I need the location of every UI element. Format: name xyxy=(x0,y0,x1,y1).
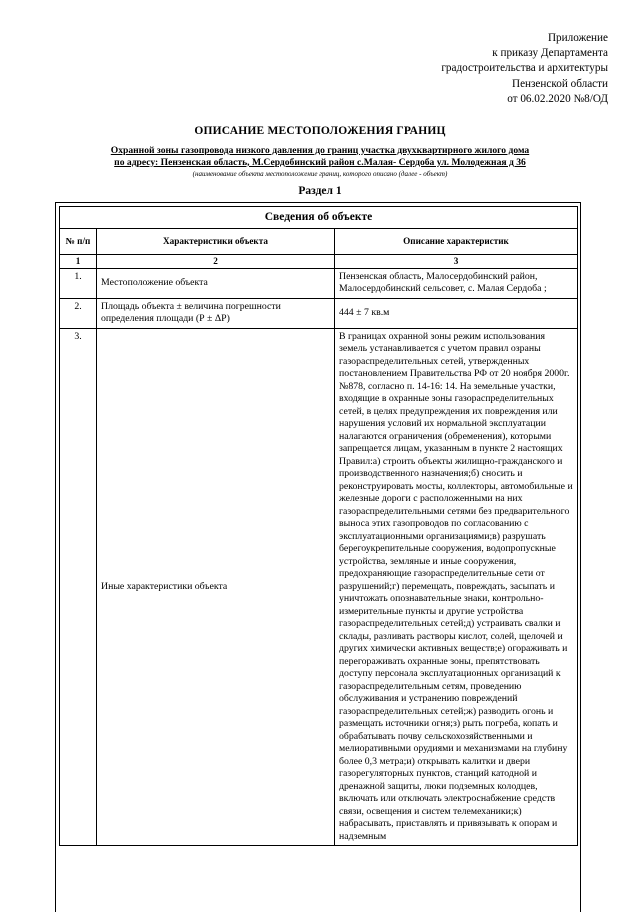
object-name-line-2: по адресу: Пензенская область, М.Сердобинский район с.Малая- Сердоба ул. Молодежная д 36 xyxy=(114,156,526,168)
table-caption: Сведения об объекте xyxy=(60,207,578,229)
row-num: 1. xyxy=(60,268,97,298)
object-info-table xyxy=(59,206,578,846)
appendix-line-4: Пензенской области xyxy=(511,77,608,90)
table-row xyxy=(60,298,578,328)
row-num: 3. xyxy=(60,328,97,846)
row-num: 2. xyxy=(60,298,97,328)
row-description: Пензенская область, Малосердобинский район, Малосердобинский сельсовет, с. Малая Сердоба ; xyxy=(335,268,578,298)
appendix-block xyxy=(441,31,608,107)
section-title: Раздел 1 xyxy=(298,185,342,197)
appendix-line-1: Приложение xyxy=(547,32,608,44)
row-characteristic: Иные характеристики объекта xyxy=(97,328,335,846)
row-description: 444 ± 7 кв.м xyxy=(335,298,578,328)
object-name-note: (наименование объекта местоположение границ, которого описано (далее - объект) xyxy=(192,170,448,178)
col-number-1: 1 xyxy=(60,255,97,269)
row-characteristic: Площадь объекта ± величина погрешности определения площади (Р ± ΔР) xyxy=(97,298,335,328)
row-description: В границах охранной зоны режим использования земель устанавливается с учетом правил озраны газораспределительных сетей, утвержденных постановлением Правительства РФ от 20 ноября 2000г. №878, согласно п. 14-16: 14. На земельные участки, входящие в охранные зоны газораспределительных сетей, в целях предупреждения их повреждения или нарушения условий их нормальной эксплуатации налагаются ограничения (обременения), которыми запрещается лицам, указанным в пункте 2 настоящих Правил:а) строить объекты жилищно-гражданского и производственного назначения;б) сносить и реконструировать мосты, коллекторы, автомобильные и железные дороги с расположенными на них газораспределительными сетями без предварительного выноса этих газопроводов по согласованию с эксплуатационными организациями;в) разрушать берегоукрепительные сооружения, водопропускные устройства, земляные и иные сооружения, предохраняющие газораспределительные сети от разрушений;г) перемещать, повреждать, засыпать и уничтожать опознавательные знаки, контрольно-измерительные пункты и другие устройства газораспределительных сетей;д) устраивать свалки и склады, разливать растворы кислот, солей, щелочей и других химически активных веществ;е) огораживать и перегораживать охранные зоны, препятствовать доступу персонала эксплуатационных организаций к газораспределительным сетям, проведению обслуживания и устранению повреждений газораспределительных сетей;ж) разводить огонь и размещать источники огня;з) рыть погреба, копать и обрабатывать почву сельскохозяйственными и мелиоративными орудиями и механизмами на глубину более 0,3 метра;и) открывать калитки и двери газорегуляторных пунктов, станций катодной и дренажной защиты, люки подземных колодцев, включать или отключать электроснабжение средств связи, освещения и систем телемеханики;к) набрасывать, приставлять и привязывать к опорам и надземным xyxy=(335,328,578,846)
header-characteristic: Характеристики объекта xyxy=(97,229,335,255)
appendix-line-2: к приказу Департамента xyxy=(492,47,608,60)
col-number-3: 3 xyxy=(335,255,578,269)
object-name xyxy=(0,145,640,169)
header-description: Описание характеристик xyxy=(335,229,578,255)
col-number-2: 2 xyxy=(97,255,335,269)
table-row xyxy=(60,328,578,846)
row-characteristic: Местоположение объекта xyxy=(97,268,335,298)
appendix-line-5: от 06.02.2020 №8/ОД xyxy=(507,92,608,105)
object-name-line-1: Охранной зоны газопровода низкого давления до границ участка двухквартирного жилого дома xyxy=(110,145,530,156)
table-row xyxy=(60,268,578,298)
document-title: ОПИСАНИЕ МЕСТОПОЛОЖЕНИЯ ГРАНИЦ xyxy=(194,125,446,137)
appendix-line-3: градостроительства и архитектуры xyxy=(441,62,608,75)
header-num: № п/п xyxy=(60,229,97,255)
